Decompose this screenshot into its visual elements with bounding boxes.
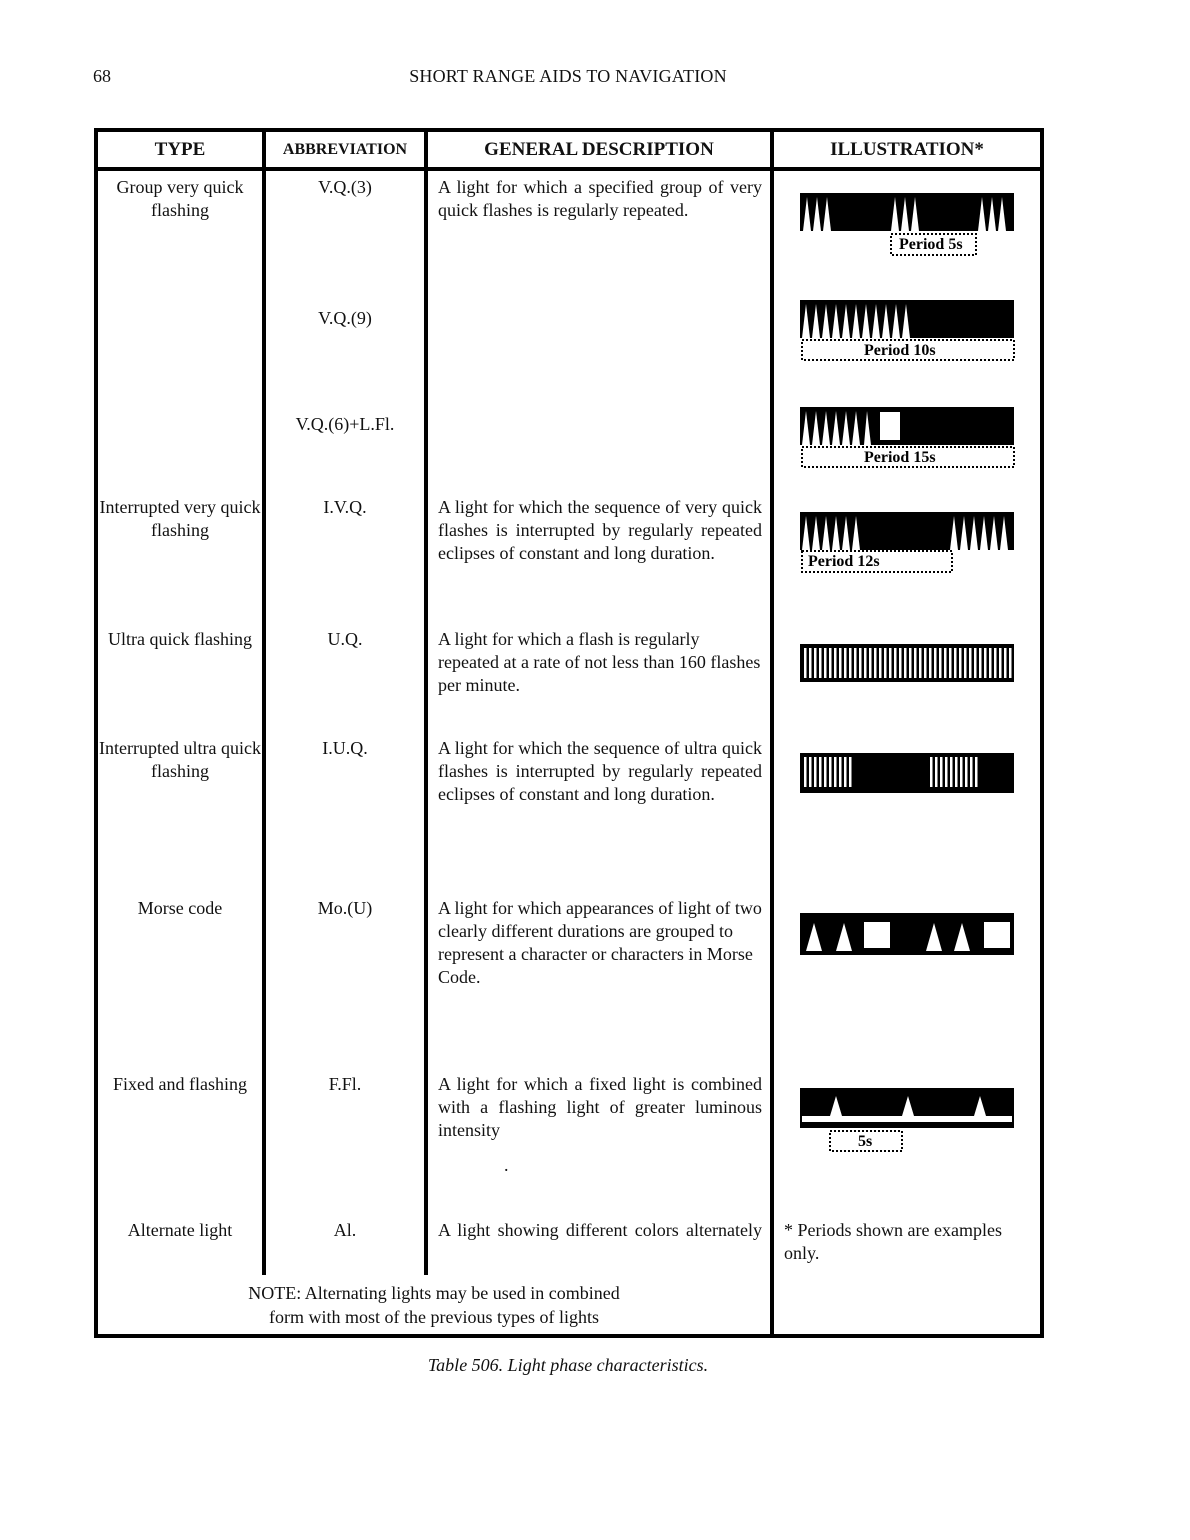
- flash-bar: [955, 757, 958, 787]
- flash-bar: [914, 648, 917, 678]
- note-line: form with most of the previous types of lights: [269, 1307, 599, 1327]
- period-label: Period 10s: [864, 342, 936, 359]
- flash-bar: [944, 648, 947, 678]
- interrupted-ultra-quick-flashing-diagram: [798, 751, 1018, 795]
- table-caption: Table 506. Light phase characteristics.: [427, 1355, 709, 1375]
- flash-bar: [809, 648, 812, 678]
- flash-bar: [879, 648, 882, 678]
- column-header-illustration: ILLUSTRATION*: [830, 139, 984, 160]
- flash-bar: [814, 757, 817, 787]
- flash-bar: [909, 648, 912, 678]
- flash-bar: [844, 757, 847, 787]
- column-header-type: TYPE: [154, 139, 206, 160]
- type-cell: Interrupted very quick flashing: [99, 497, 261, 540]
- flash-bar: [924, 648, 927, 678]
- flash-bar: [970, 757, 973, 787]
- flash-bar: [929, 648, 932, 678]
- flash-bar: [999, 648, 1002, 678]
- flash-bar: [804, 648, 807, 678]
- period-label: Period 15s: [864, 449, 936, 466]
- ultra-quick-flashing-diagram: [798, 642, 1018, 686]
- type-cell: Interrupted ultra quick flashing: [99, 738, 261, 781]
- flash-bar: [844, 648, 847, 678]
- flash-bar: [829, 648, 832, 678]
- flash-bar: [814, 648, 817, 678]
- group-very-quick-flashing-6-long-flash-diagram: [798, 404, 1018, 474]
- flash-bar: [869, 648, 872, 678]
- flash-bar: [824, 648, 827, 678]
- flash-bar: [904, 648, 907, 678]
- flash-bar: [849, 648, 852, 678]
- flash-bar: [834, 757, 837, 787]
- flash-bar: [1004, 648, 1007, 678]
- flash-bar: [884, 648, 887, 678]
- note-line: NOTE: Alternating lights may be used in combined: [248, 1283, 620, 1303]
- flash-bar: [829, 757, 832, 787]
- group-very-quick-flashing-3-diagram: [798, 190, 1018, 260]
- flash-bar: [849, 757, 852, 787]
- flash-bar: [989, 648, 992, 678]
- flash-bar: [949, 648, 952, 678]
- morse-code-diagram: [798, 911, 1018, 957]
- flash-bar: [859, 648, 862, 678]
- type-cell: Group very quick flashing: [116, 177, 244, 220]
- column-divider-abbreviation: [424, 128, 428, 1275]
- flash-bar: [839, 757, 842, 787]
- description-cell: A light for which a specified group of very quick flashes is regularly repeated.: [438, 177, 762, 220]
- description-cell: A light for which a fixed light is combined with a flashing light of greater luminous intensity: [438, 1074, 762, 1140]
- fixed-and-flashing-diagram: [798, 1086, 1018, 1158]
- interrupted-very-quick-flashing-diagram: [798, 509, 1018, 579]
- table-note: [98, 1281, 770, 1329]
- flash-bar: [834, 648, 837, 678]
- abbreviation-cell: V.Q.(9): [318, 308, 372, 328]
- type-cell: Alternate light: [127, 1220, 233, 1240]
- flash-bar: [950, 757, 953, 787]
- abbreviation-cell: Mo.(U): [317, 898, 373, 918]
- description-cell: A light for which the sequence of ultra quick flashes is interrupted by regularly repeated eclipses of constant and long duration.: [438, 738, 762, 804]
- illustration-footnote: * Periods shown are examples only.: [784, 1220, 1002, 1263]
- column-divider-description: [770, 128, 774, 1338]
- description-cell: A light for which appearances of light of two clearly different durations are grouped to represent a character or characters in Morse Code.: [438, 898, 762, 987]
- flash-bar: [899, 648, 902, 678]
- abbreviation-cell: Al.: [333, 1220, 357, 1240]
- flash-bar: [819, 648, 822, 678]
- flash-bar: [935, 757, 938, 787]
- flash-bar: [1009, 648, 1012, 678]
- flash-bar: [959, 648, 962, 678]
- period-label: 5s: [858, 1133, 873, 1150]
- flash-bar: [874, 648, 877, 678]
- flash-bar: [819, 757, 822, 787]
- flash-bar: [919, 648, 922, 678]
- flash-bar: [984, 648, 987, 678]
- flash-bar: [974, 648, 977, 678]
- flash-bar: [934, 648, 937, 678]
- abbreviation-cell: U.Q.: [327, 629, 363, 649]
- flash-bar: [894, 648, 897, 678]
- flash-bar: [964, 648, 967, 678]
- flash-bar: [975, 757, 978, 787]
- flash-bar: [954, 648, 957, 678]
- flash-bar: [824, 757, 827, 787]
- running-head: SHORT RANGE AIDS TO NAVIGATION: [409, 66, 727, 86]
- flash-bar: [965, 757, 968, 787]
- flash-bar: [979, 648, 982, 678]
- abbreviation-cell: I.U.Q.: [322, 738, 368, 758]
- flash-bar: [804, 757, 807, 787]
- description-cell: A light for which a flash is regularly repeated at a rate of not less than 160 flashes per minute.: [438, 629, 761, 695]
- flash-bar: [945, 757, 948, 787]
- type-cell: Ultra quick flashing: [108, 629, 252, 649]
- stray-mark: .: [504, 1155, 509, 1175]
- period-label: Period 5s: [899, 236, 963, 253]
- flash-bar: [839, 648, 842, 678]
- column-header-description: GENERAL DESCRIPTION: [484, 139, 714, 160]
- abbreviation-cell: F.Fl.: [328, 1074, 362, 1094]
- flash-bar: [864, 648, 867, 678]
- flash-bar: [854, 648, 857, 678]
- column-divider-type: [262, 128, 266, 1275]
- page-number: 68: [93, 66, 111, 86]
- description-cell: A light showing different colors alternately: [438, 1220, 762, 1240]
- abbreviation-cell: I.V.Q.: [323, 497, 367, 517]
- column-header-abbreviation: ABBREVIATION: [282, 141, 408, 158]
- group-very-quick-flashing-9-diagram: [798, 297, 1018, 367]
- flash-bar: [939, 648, 942, 678]
- type-cell: Morse code: [137, 898, 223, 918]
- flash-bar: [960, 757, 963, 787]
- abbreviation-cell: V.Q.(6)+L.Fl.: [295, 414, 395, 434]
- flash-bar: [930, 757, 933, 787]
- abbreviation-cell: V.Q.(3): [318, 177, 372, 197]
- flash-bar: [889, 648, 892, 678]
- flash-bar: [940, 757, 943, 787]
- period-label: Period 12s: [808, 553, 880, 570]
- flash-bar: [994, 648, 997, 678]
- flash-bar: [809, 757, 812, 787]
- description-cell: A light for which the sequence of very quick flashes is interrupted by regularly repeated eclipses of constant and long duration.: [438, 497, 762, 563]
- type-cell: Fixed and flashing: [113, 1074, 247, 1094]
- flash-bar: [969, 648, 972, 678]
